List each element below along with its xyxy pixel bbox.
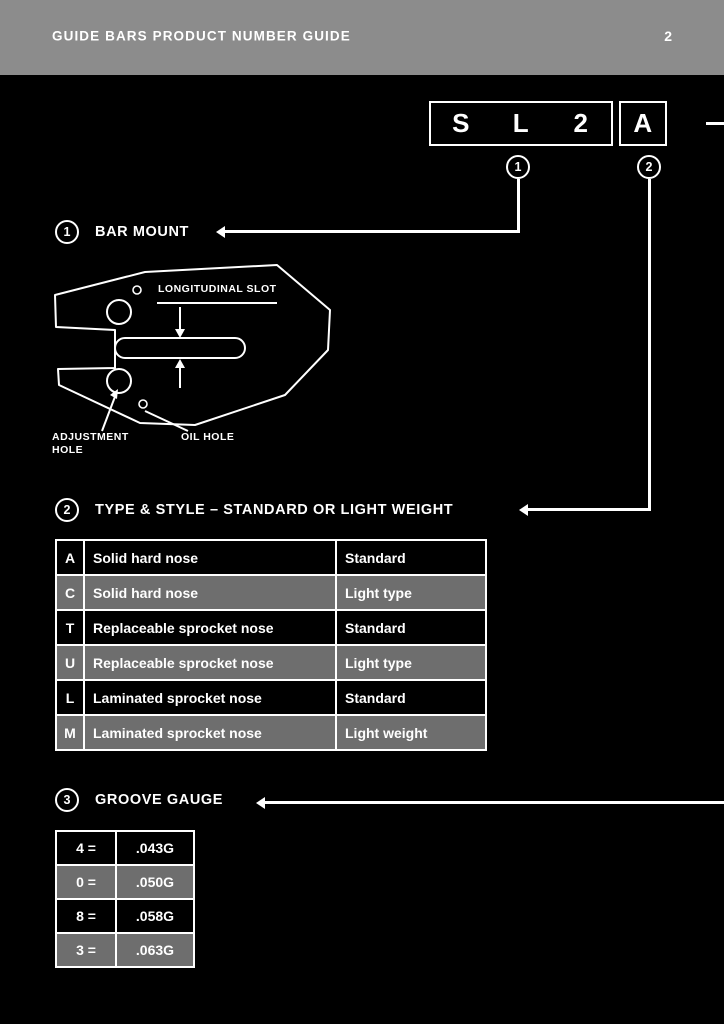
type-desc: Replaceable sprocket nose <box>84 645 336 680</box>
connector-1-horizontal <box>225 230 520 233</box>
label-adjustment-hole-line2: HOLE <box>52 444 84 456</box>
product-code-group-1 <box>429 101 613 146</box>
type-code: T <box>56 610 84 645</box>
product-code-group-2 <box>619 101 667 146</box>
type-desc: Replaceable sprocket nose <box>84 610 336 645</box>
connector-2-horizontal <box>528 508 651 511</box>
code-char-3: 2 <box>573 108 589 138</box>
arrow-head-3 <box>256 797 265 809</box>
type-desc: Laminated sprocket nose <box>84 715 336 750</box>
code-trailing-dash <box>706 122 724 125</box>
section-number-2: 2 <box>55 498 79 522</box>
section-number-1: 1 <box>55 220 79 244</box>
marker-circle-1: 1 <box>506 155 530 179</box>
table-row <box>56 831 194 865</box>
table-row <box>56 865 194 899</box>
groove-value: .058G <box>116 899 194 933</box>
label-oil-hole: OIL HOLE <box>181 431 235 443</box>
table-row <box>56 899 194 933</box>
type-kind: Standard <box>336 680 486 715</box>
table-row <box>56 645 486 680</box>
section-label-bar-mount: BAR MOUNT <box>95 224 190 240</box>
type-kind: Standard <box>336 610 486 645</box>
marker-circle-2: 2 <box>637 155 661 179</box>
groove-code: 4 = <box>56 831 116 865</box>
arrow-head-2 <box>519 504 528 516</box>
groove-gauge-table <box>55 830 195 968</box>
connector-3-horizontal <box>265 801 724 804</box>
page-number: 2 <box>664 28 672 44</box>
type-kind: Light type <box>336 645 486 680</box>
type-style-table <box>55 539 487 751</box>
arrow-head-1 <box>216 226 225 238</box>
section-heading-groove-gauge <box>55 788 223 812</box>
section-number-3: 3 <box>55 788 79 812</box>
table-row <box>56 933 194 967</box>
connector-2-vertical <box>648 179 651 510</box>
section-heading-type-style <box>55 498 453 522</box>
section-label-type-style: TYPE & STYLE – STANDARD OR LIGHT WEIGHT <box>95 502 454 518</box>
label-longitudinal-slot: LONGITUDINAL SLOT <box>158 283 277 295</box>
label-adjustment-hole <box>52 431 162 457</box>
type-code: M <box>56 715 84 750</box>
type-kind: Light type <box>336 575 486 610</box>
type-kind: Standard <box>336 540 486 575</box>
groove-value: .050G <box>116 865 194 899</box>
section-label-groove-gauge: GROOVE GAUGE <box>95 792 224 808</box>
table-row <box>56 680 486 715</box>
type-desc: Solid hard nose <box>84 575 336 610</box>
groove-code: 3 = <box>56 933 116 967</box>
connector-1-vertical <box>517 179 520 232</box>
groove-code: 8 = <box>56 899 116 933</box>
groove-value: .043G <box>116 831 194 865</box>
type-code: L <box>56 680 84 715</box>
product-code-row <box>429 101 667 146</box>
code-char-1: S <box>452 108 470 138</box>
type-code: C <box>56 575 84 610</box>
code-char-4: A <box>633 108 653 138</box>
table-row <box>56 540 486 575</box>
page-title: GUIDE BARS PRODUCT NUMBER GUIDE <box>52 28 351 44</box>
type-kind: Light weight <box>336 715 486 750</box>
table-row <box>56 715 486 750</box>
type-code: A <box>56 540 84 575</box>
page-header <box>0 0 724 75</box>
type-desc: Laminated sprocket nose <box>84 680 336 715</box>
type-desc: Solid hard nose <box>84 540 336 575</box>
groove-value: .063G <box>116 933 194 967</box>
table-row <box>56 575 486 610</box>
type-code: U <box>56 645 84 680</box>
code-char-2: L <box>512 108 530 138</box>
label-adjustment-hole-line1: ADJUSTMENT <box>52 431 129 443</box>
section-heading-bar-mount <box>55 220 189 244</box>
table-row <box>56 610 486 645</box>
groove-code: 0 = <box>56 865 116 899</box>
